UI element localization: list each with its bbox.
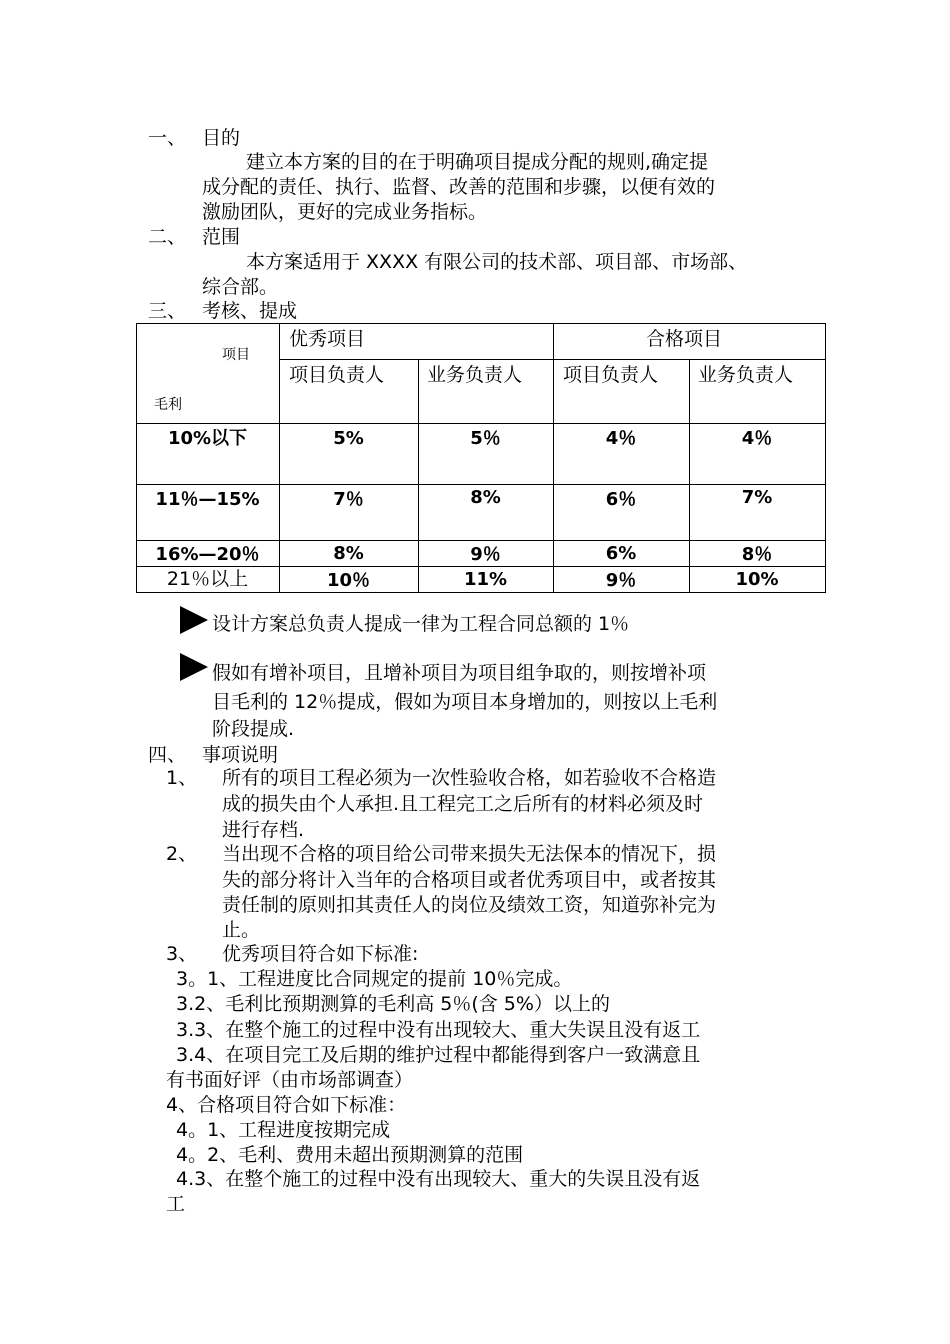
table-row-4-cell-3: 9％ [605,570,637,591]
criteria-4-2: 4。2、毛利、费用未超出预期测算的范围 [176,1144,524,1166]
table-row-1-cell-4: 4％ [741,428,773,449]
section-1-number: 一、 [148,127,187,149]
bullet-2-line-1: 假如有增补项目，且增补项目为项目组争取的，则按增补项 [212,662,707,684]
table-group-excellent: 优秀项目 [289,328,366,350]
table-sub-header-4: 业务负责人 [698,364,794,386]
note-2-line-3: 责任制的原则扣其责任人的岗位及绩效工资，知道弥补完为 [222,894,717,916]
section-1-line-1: 建立本方案的目的在于明确项目提成分配的规则,确定提 [246,151,709,173]
note-1-number: 1、 [166,767,198,789]
table-row-3-cell-4: 8％ [741,544,773,565]
table-row-1-cell-2: 5％ [470,428,501,449]
table-row-3-label: 16%—20％ [155,544,260,565]
note-3-line-1: 优秀项目符合如下标准: [222,943,419,965]
criteria-3-3: 3.3、在整个施工的过程中没有出现较大、重大失误且没有返工 [176,1019,701,1041]
note-2-line-4: 止。 [222,919,261,941]
section-1-line-2: 成分配的责任、执行、监督、改善的范围和步骤，以便有效的 [202,176,716,198]
bullet-arrow-icon [180,606,208,634]
criteria-3-1: 3。1、工程进度比合同规定的提前 10％完成。 [176,968,573,990]
note-1-line-3: 进行存档. [222,819,305,841]
table-row-4-label: 21％以上 [166,568,249,590]
commission-table [136,323,826,593]
criteria-3-2: 3.2、毛利比预期测算的毛利高 5％(含 5%）以上的 [176,993,610,1015]
table-row-1-cell-3: 4％ [605,428,637,449]
table-row-2-label: 11％—15% [155,489,260,510]
table-row-1-label: 10%以下 [167,428,248,449]
table-sub-header-2: 业务负责人 [427,364,523,386]
table-row-4-cell-4: 10% [735,569,779,590]
note-2-line-1: 当出现不合格的项目给公司带来损失无法保本的情况下，损 [222,843,717,865]
bullet-2-line-2: 目毛利的 12％提成，假如为项目本身增加的，则按以上毛利 [212,691,718,713]
note-3-number: 3、 [166,943,198,965]
table-row-3-cell-1: 8% [333,543,364,564]
note-2-line-2: 失的部分将计入当年的合格项目或者优秀项目中，或者按其 [222,869,717,891]
table-row-4-cell-2: 11% [463,569,508,590]
criteria-4-3: 4.3、在整个施工的过程中没有出现较大、重大的失误且没有返 [176,1168,701,1190]
table-row-4-cell-1: 10％ [326,570,371,591]
section-4-title: 事项说明 [202,744,279,766]
bullet-1-line-1: 设计方案总负责人提成一律为工程合同总额的 1％ [212,613,630,635]
table-row-1-cell-1: 5% [333,428,364,449]
table-corner-bottom: 毛利 [154,397,182,413]
section-1-line-3: 激励团队，更好的完成业务指标。 [202,201,488,223]
table-row-2-cell-1: 7％ [333,489,364,510]
section-2-line-1: 本方案适用于 XXXX 有限公司的技术部、项目部、市场部、 [246,251,748,273]
criteria-3-4-cont: 有书面好评（由市场部调查） [166,1069,414,1091]
table-row-3-cell-2: 9％ [470,544,501,565]
table-row-3-cell-3: 6% [605,543,637,564]
note-4-heading: 4、合格项目符合如下标准： [166,1094,407,1116]
table-row-2-cell-2: 8% [470,487,501,508]
section-2-line-2: 综合部。 [202,276,279,298]
criteria-4-1: 4。1、工程进度按期完成 [176,1119,391,1141]
section-2-number: 二、 [148,226,187,248]
section-2-title: 范围 [202,226,241,248]
section-3-title: 考核、提成 [202,300,298,322]
table-sub-header-1: 项目负责人 [289,364,385,386]
section-4-number: 四、 [148,744,187,766]
table-row-2-cell-3: 6％ [605,489,637,510]
table-group-qualified: 合格项目 [646,328,723,350]
note-2-number: 2、 [166,843,198,865]
bullet-2-line-3: 阶段提成. [212,718,295,740]
bullet-arrow-icon [180,653,208,681]
section-1-title: 目的 [202,127,241,149]
table-corner-top: 项目 [222,347,250,363]
note-1-line-2: 成的损失由个人承担.且工程完工之后所有的材料必须及时 [222,793,704,815]
section-3-number: 三、 [148,300,187,322]
note-1-line-1: 所有的项目工程必须为一次性验收合格，如若验收不合格造 [222,767,717,789]
criteria-4-3-cont: 工 [166,1193,186,1215]
table-sub-header-3: 项目负责人 [563,364,659,386]
criteria-3-4: 3.4、在项目完工及后期的维护过程中都能得到客户一致满意且 [176,1044,701,1066]
table-row-2-cell-4: 7% [741,487,773,508]
